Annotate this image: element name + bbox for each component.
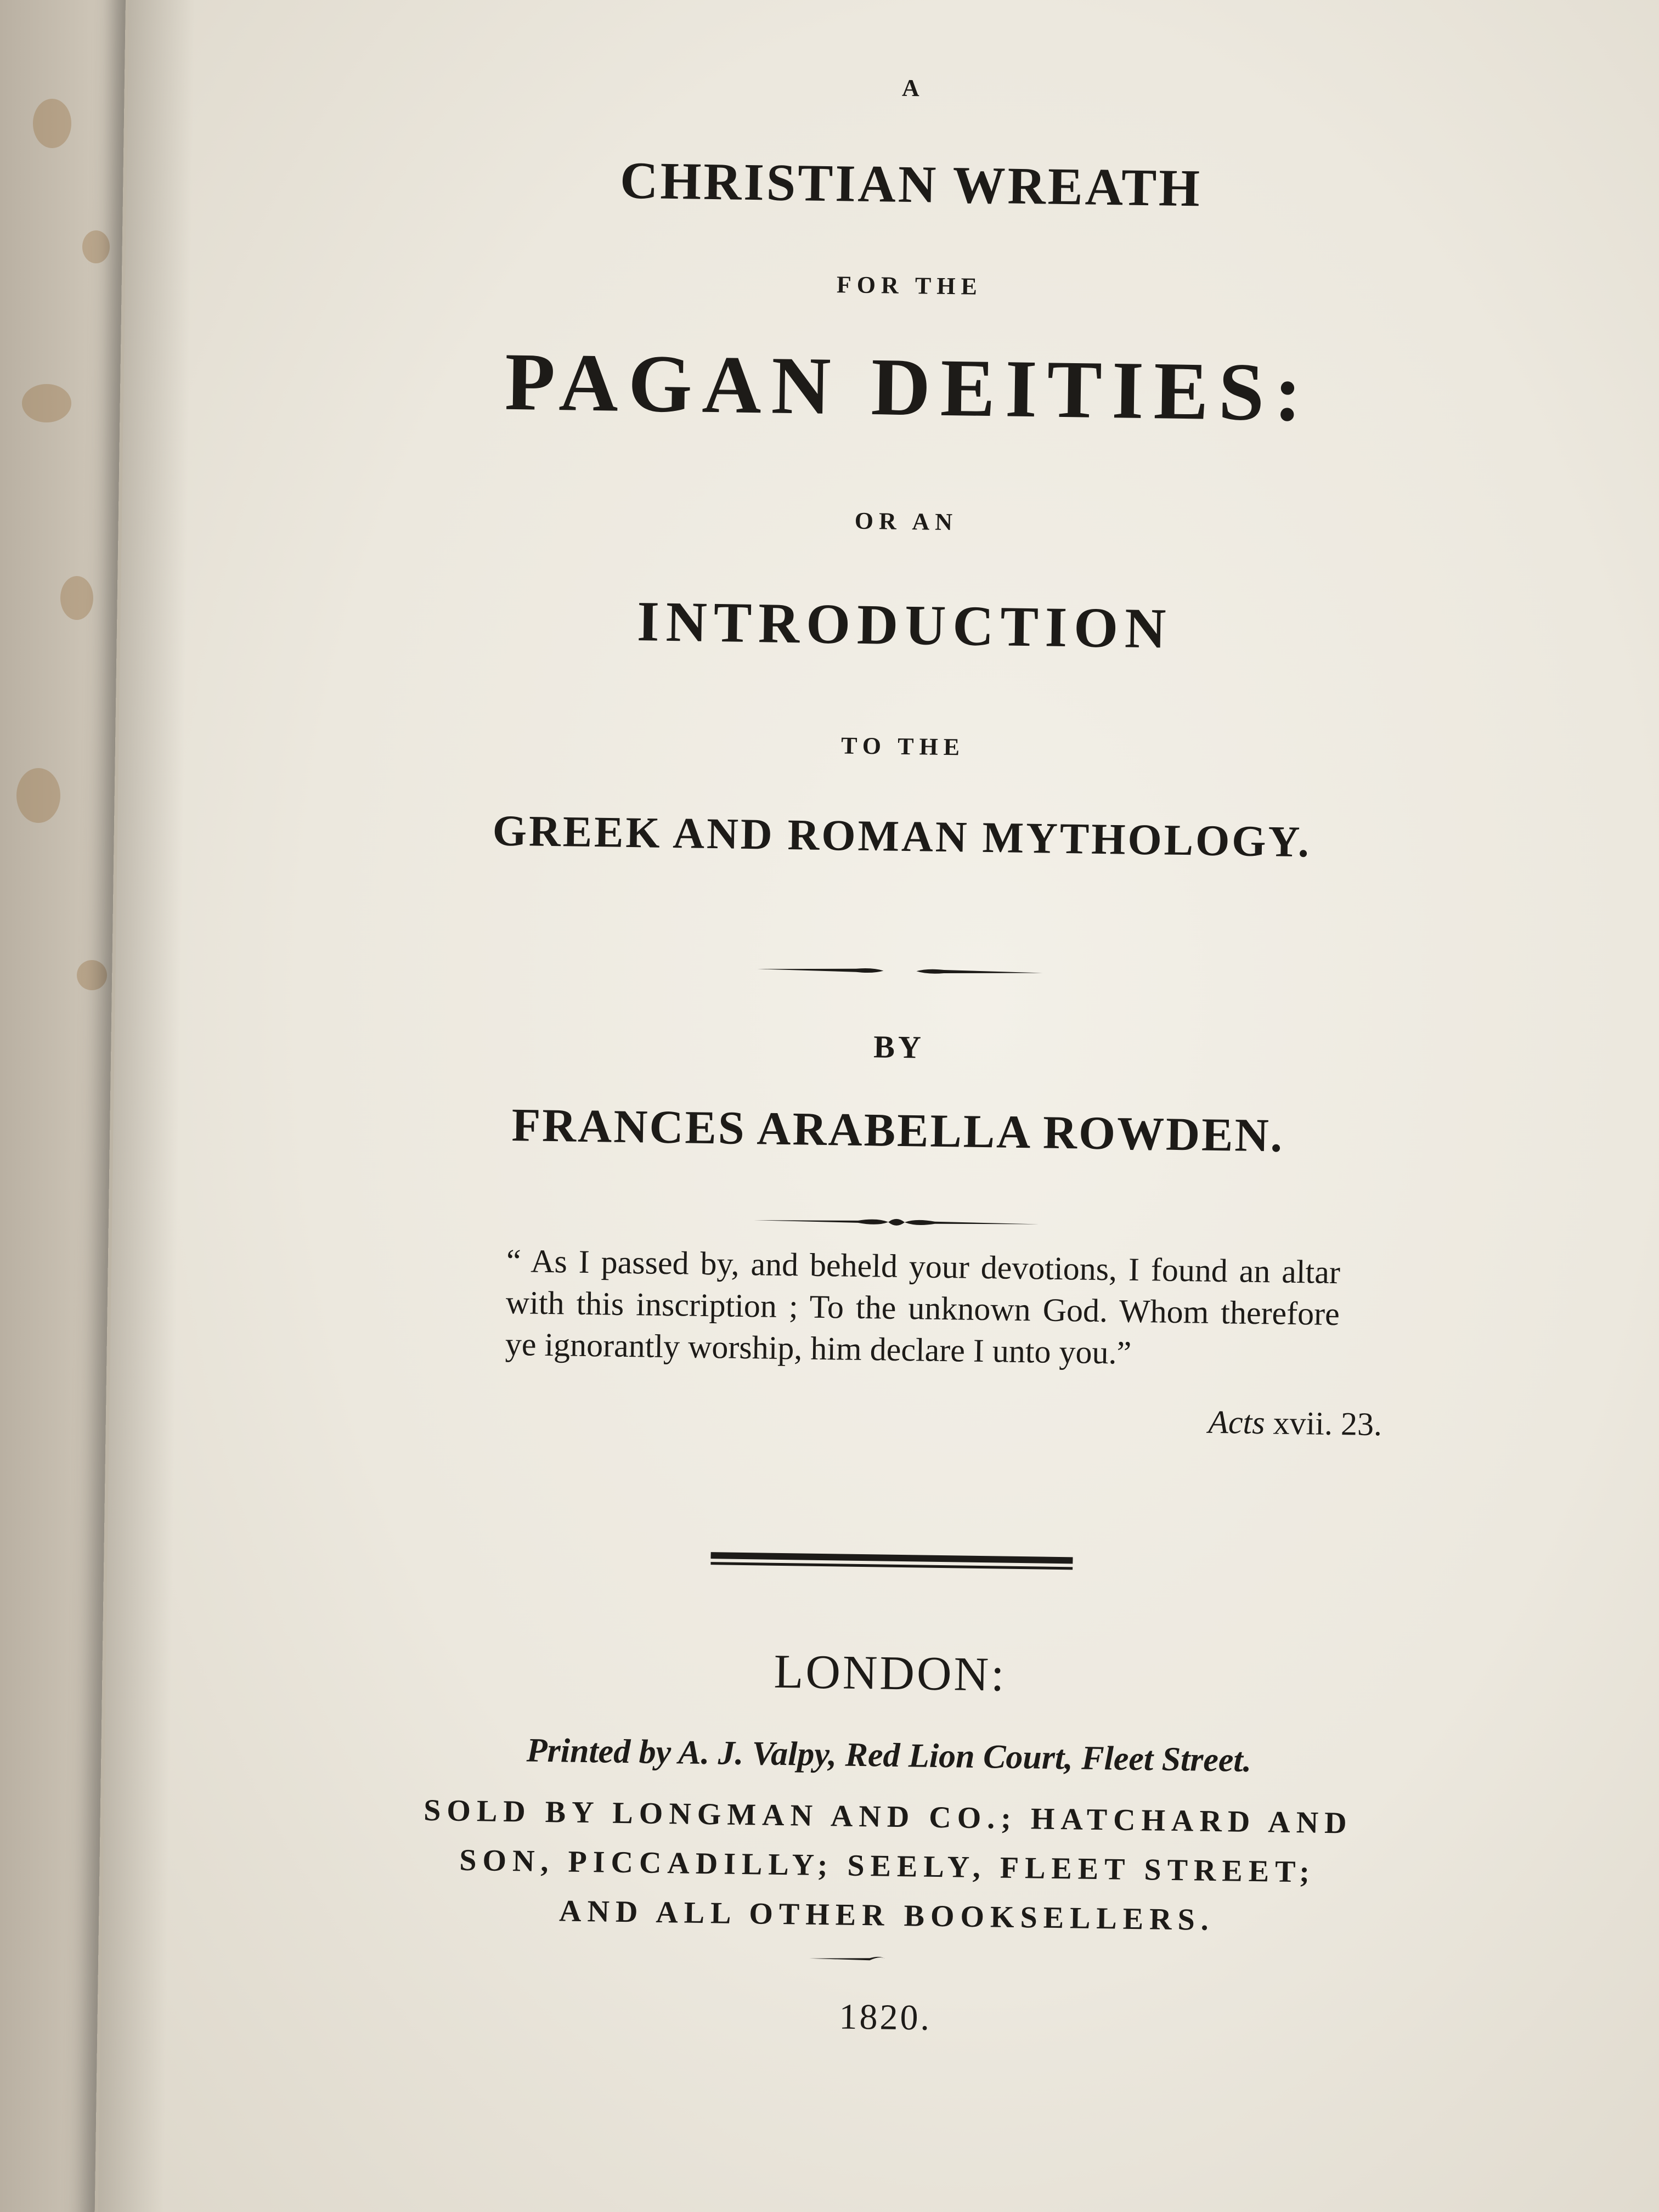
imprint-year: 1820. (839, 1996, 932, 2038)
subtitle-line-1: INTRODUCTION (636, 590, 1173, 661)
epigraph-line: ye ignorantly worship, him declare I unto you.” (505, 1325, 1132, 1371)
foxing-spot (33, 99, 71, 148)
connector-for-the: FOR THE (836, 271, 983, 300)
title-line-2: PAGAN DEITIES: (504, 336, 1312, 439)
imprint-printer: Printed by A. J. Valpy, Red Lion Court, Fleet Street. (526, 1731, 1252, 1779)
imprint-sellers-line: SOLD BY LONGMAN AND CO.; HATCHARD AND (423, 1793, 1353, 1841)
foxing-spot (22, 384, 71, 422)
title-article: A (901, 74, 923, 102)
epigraph-line: “ As I passed by, and beheld your devotions, I found an altar (506, 1242, 1341, 1291)
foxing-spot (16, 768, 60, 823)
title-line-1: CHRISTIAN WREATH (619, 150, 1203, 218)
author-name: FRANCES ARABELLA ROWDEN. (511, 1098, 1284, 1162)
byline-label: BY (873, 1029, 925, 1065)
epigraph-line: with this inscription ; To the unknown God. Whom therefore (505, 1284, 1340, 1333)
connector-to-the: TO THE (840, 732, 966, 761)
citation-reference: xvii. 23. (1273, 1404, 1383, 1443)
ornamental-rule-top (757, 958, 1043, 984)
imprint-sellers-line: AND ALL OTHER BOOKSELLERS. (558, 1894, 1215, 1938)
foxing-spot (60, 576, 93, 620)
ornamental-rule-middle (754, 1210, 1039, 1234)
epigraph-citation (998, 1400, 1383, 1443)
subtitle-line-2: GREEK AND ROMAN MYTHOLOGY. (492, 806, 1312, 867)
citation-book: Acts (1207, 1403, 1266, 1441)
foxing-spot (77, 960, 107, 990)
foxing-spot (82, 230, 110, 263)
double-rule (710, 1550, 1073, 1573)
ornamental-rule-bottom (809, 1952, 963, 1967)
epigraph-quote (505, 1240, 1340, 1376)
title-page (94, 0, 1659, 2212)
connector-or-an: OR AN (854, 507, 958, 536)
imprint-sellers-line: SON, PICCADILLY; SEELY, FLEET STREET; (459, 1843, 1316, 1889)
imprint-city: LONDON: (773, 1645, 1007, 1702)
